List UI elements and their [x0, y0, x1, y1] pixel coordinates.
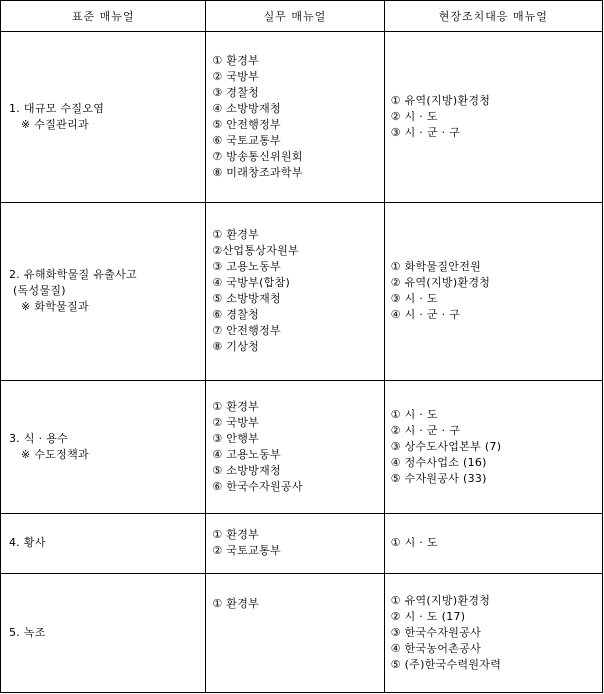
table-row	[1, 32, 603, 203]
standard-manual-department: ※ 수도정책과	[21, 447, 89, 461]
header-practical-manual: 실무 매뉴얼	[206, 1, 384, 32]
standard-manual-cell	[1, 574, 206, 693]
standard-manual-department: ※ 수질관리과	[21, 118, 89, 132]
practical-manual-cell	[206, 380, 384, 513]
practical-manual-cell	[206, 513, 384, 573]
field-manual-cell	[384, 574, 602, 693]
list-item: ① 시 · 도	[390, 407, 438, 421]
list-item: ① 유역(지방)환경청	[390, 94, 491, 108]
field-manual-cell	[384, 380, 602, 513]
list-item: ⑥ 한국수자원공사	[212, 479, 303, 493]
list-item: ③ 상수도사업본부 (7)	[390, 439, 502, 453]
standard-manual-subtitle: (독성물질)	[13, 284, 66, 298]
list-item: ⑧ 미래창조과학부	[212, 166, 303, 180]
practical-manual-cell	[206, 574, 384, 693]
standard-manual-title: 5. 녹조	[9, 626, 46, 640]
list-item: ① 유역(지방)환경청	[390, 594, 491, 608]
list-item: ⑤ 안전행정부	[212, 118, 281, 132]
header-field-response-manual: 현장조치대응 매뉴얼	[384, 1, 602, 32]
standard-manual-title: 4. 황사	[9, 536, 46, 550]
list-item: ③ 경찰청	[212, 86, 260, 100]
standard-manual-title: 3. 식 · 용수	[9, 431, 69, 445]
list-item: ③ 고용노동부	[212, 260, 281, 274]
list-item: ⑤ (주)한국수력원자력	[390, 658, 502, 672]
list-item: ① 시 · 도	[390, 536, 438, 550]
list-item: ⑤ 수자원공사 (33)	[390, 471, 487, 485]
list-item: ④ 시 · 군 · 구	[390, 308, 461, 322]
list-item: ③ 안행부	[212, 431, 260, 445]
list-item: ④ 국방부(합참)	[212, 276, 291, 290]
standard-manual-title: 2. 유해화학물질 유출사고	[9, 268, 137, 282]
standard-manual-cell	[1, 513, 206, 573]
list-item: ⑦ 안전행정부	[212, 324, 281, 338]
field-manual-cell	[384, 203, 602, 380]
list-item: ⑤ 소방방재청	[212, 292, 281, 306]
list-item: ① 환경부	[212, 597, 260, 611]
list-item: ②산업통상자원부	[212, 244, 299, 258]
list-item: ① 환경부	[212, 528, 260, 542]
standard-manual-cell	[1, 203, 206, 380]
header-standard-manual: 표준 매뉴얼	[1, 1, 206, 32]
list-item: ③ 시 · 도	[390, 292, 438, 306]
list-item: ② 유역(지방)환경청	[390, 276, 491, 290]
list-item: ① 화학물질안전원	[390, 260, 482, 274]
table-row	[1, 513, 603, 573]
standard-manual-cell	[1, 32, 206, 203]
list-item: ② 시 · 군 · 구	[390, 423, 461, 437]
practical-manual-cell	[206, 203, 384, 380]
list-item: ④ 고용노동부	[212, 447, 281, 461]
table-row	[1, 574, 603, 693]
standard-manual-title: 1. 대규모 수질오염	[9, 102, 105, 116]
list-item: ⑥ 국토교통부	[212, 134, 281, 148]
field-manual-cell	[384, 32, 602, 203]
list-item: ④ 소방방재청	[212, 102, 281, 116]
list-item: ⑥ 경찰청	[212, 308, 260, 322]
list-item: ② 시 · 도	[390, 110, 438, 124]
list-item: ② 국토교통부	[212, 544, 281, 558]
standard-manual-department: ※ 화학물질과	[21, 300, 89, 314]
standard-manual-cell	[1, 380, 206, 513]
list-item: ⑧ 기상청	[212, 340, 260, 354]
practical-manual-cell	[206, 32, 384, 203]
list-item: ④ 정수사업소 (16)	[390, 455, 487, 469]
list-item: ① 환경부	[212, 54, 260, 68]
list-item: ⑤ 소방방재청	[212, 463, 281, 477]
field-manual-cell	[384, 513, 602, 573]
table-row	[1, 380, 603, 513]
list-item: ② 시 · 도 (17)	[390, 610, 466, 624]
list-item: ① 환경부	[212, 399, 260, 413]
list-item: ③ 시 · 군 · 구	[390, 126, 461, 140]
list-item: ⑦ 방송통신위원회	[212, 150, 303, 164]
list-item: ③ 한국수자원공사	[390, 626, 482, 640]
list-item: ① 환경부	[212, 228, 260, 242]
header-row	[1, 1, 603, 32]
table-row	[1, 203, 603, 380]
list-item: ② 국방부	[212, 70, 260, 84]
list-item: ④ 한국농어촌공사	[390, 642, 482, 656]
list-item: ② 국방부	[212, 415, 260, 429]
